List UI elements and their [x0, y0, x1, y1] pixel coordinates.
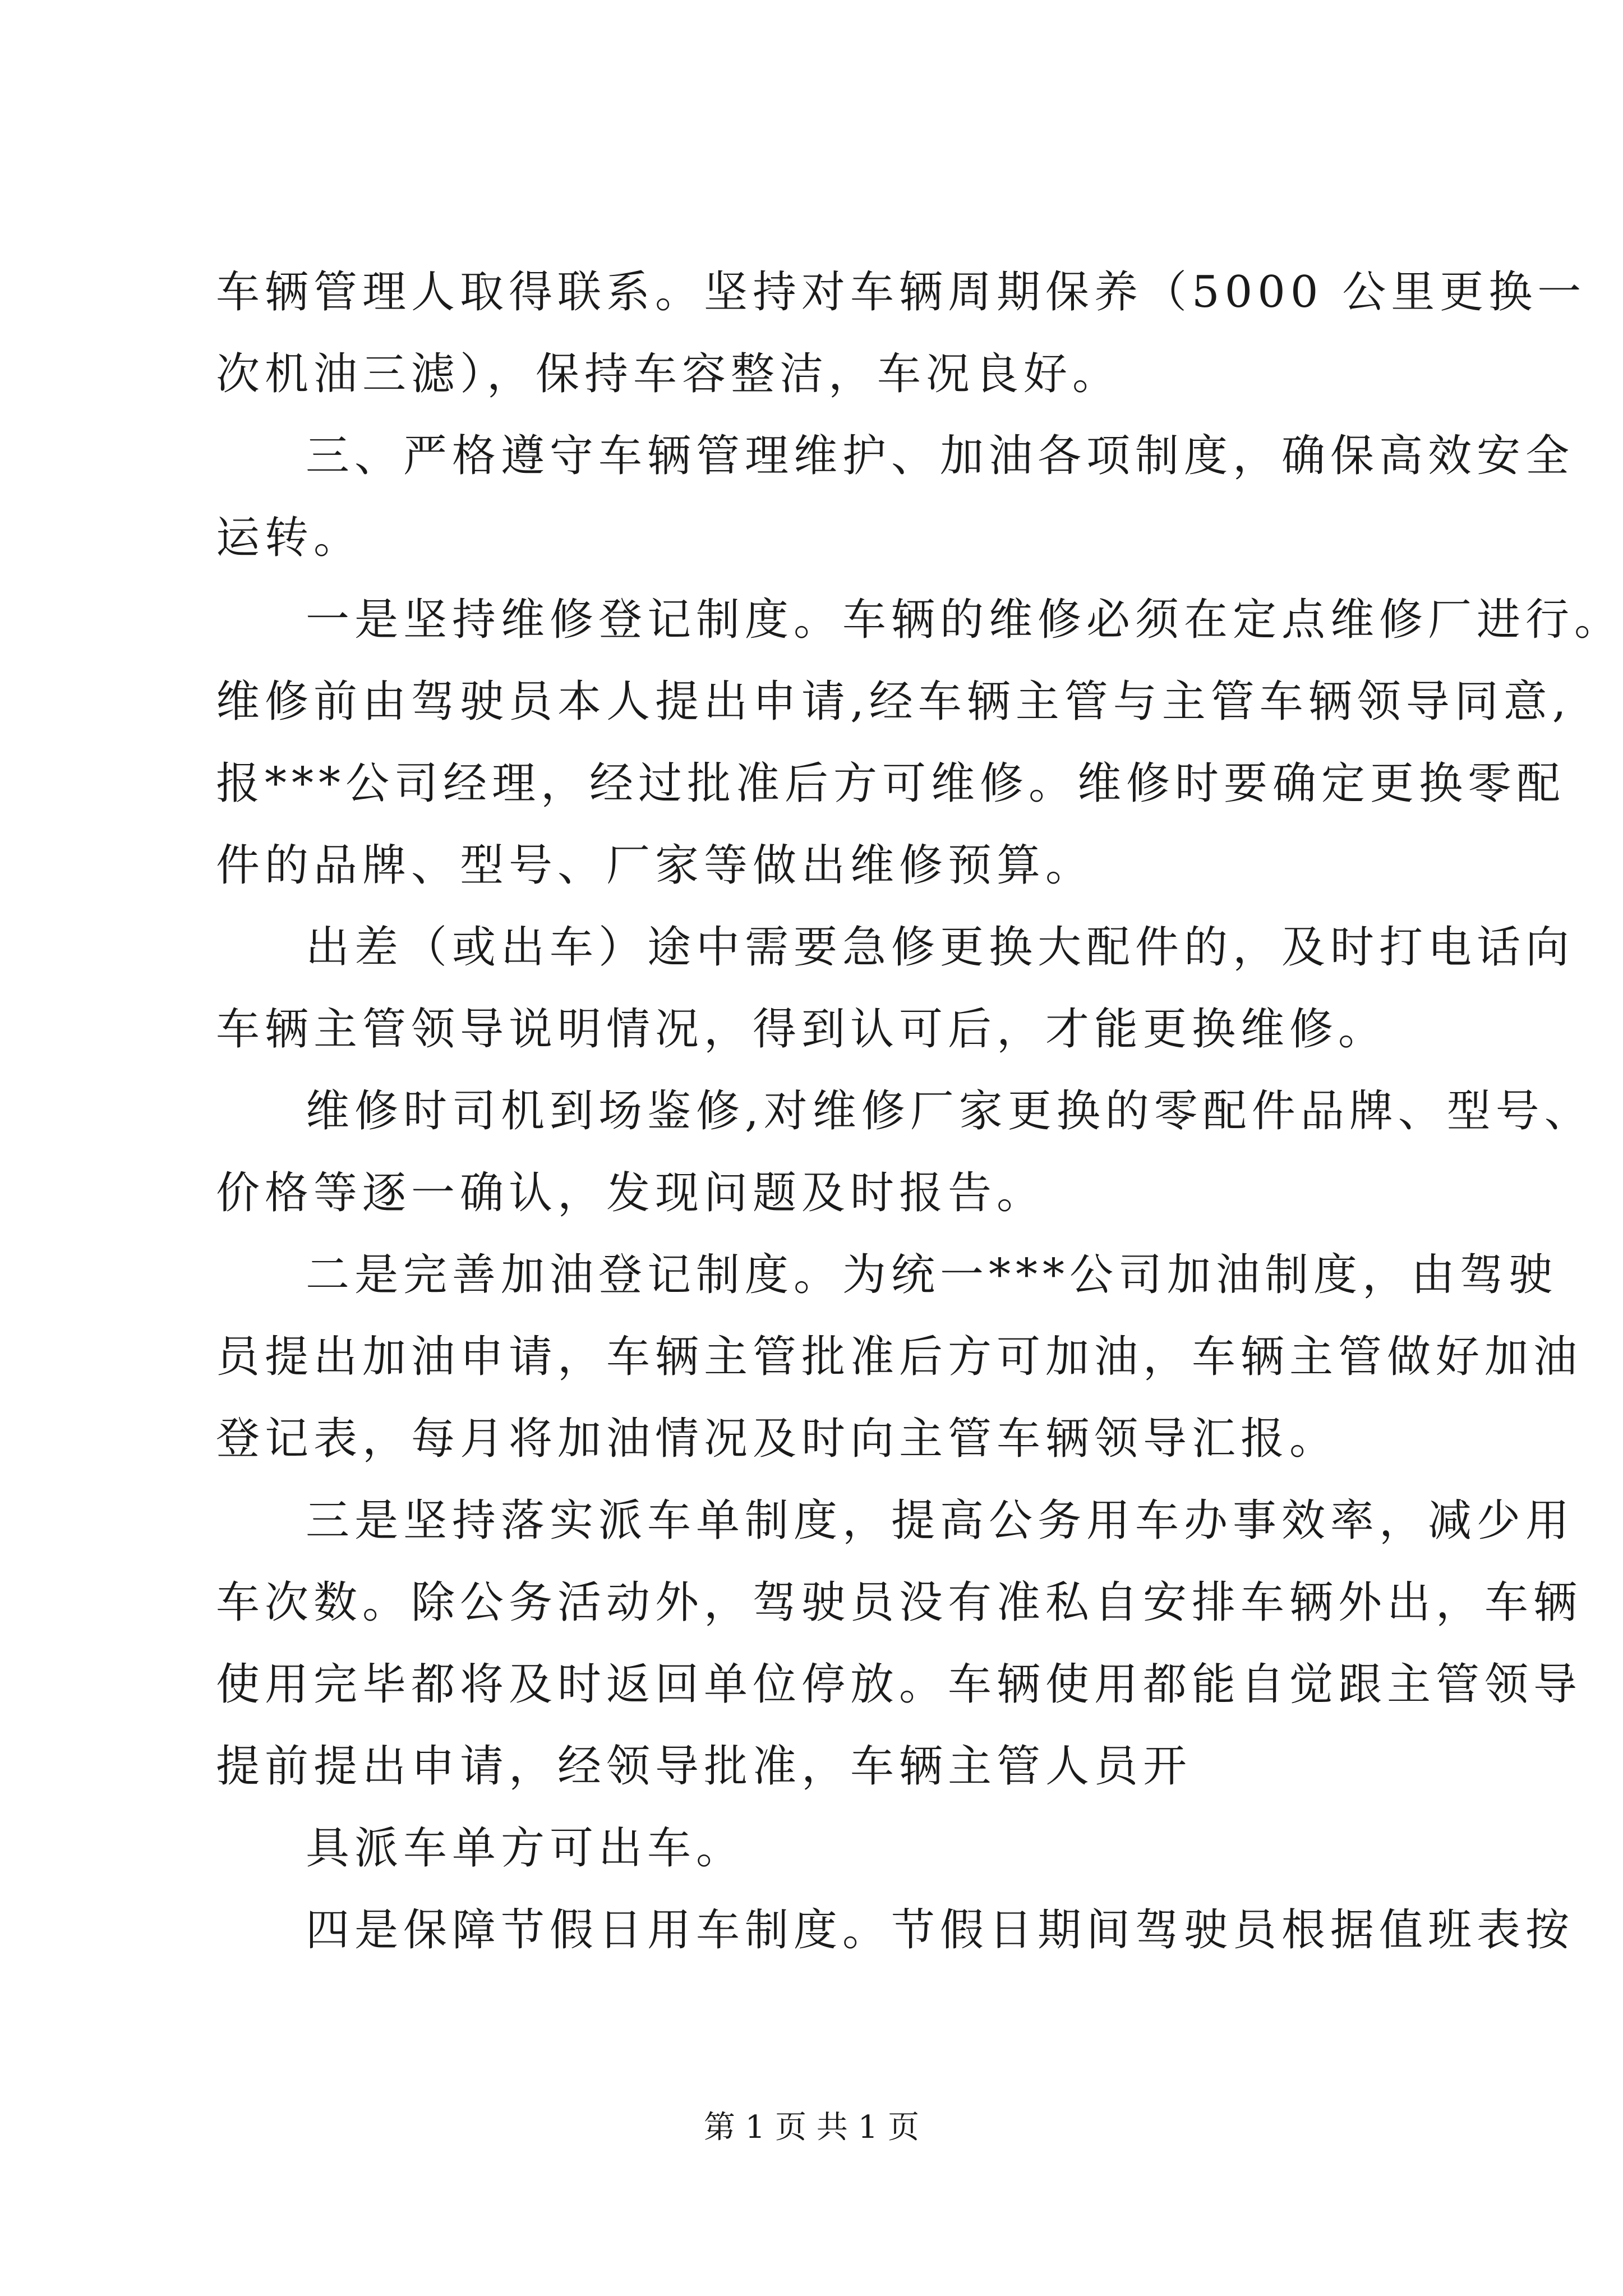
text-line: 员提出加油申请，车辆主管批准后方可加油，车辆主管做好加油 [216, 1332, 1583, 1382]
text-line: 三是坚持落实派车单制度，提高公务用车办事效率，减少用 [306, 1496, 1575, 1546]
text-line: 三、严格遵守车辆管理维护、加油各项制度，确保高效安全 [306, 431, 1575, 481]
text-line: 次机油三滤），保持车容整洁，车况良好。 [216, 349, 1122, 399]
text-line: 二是完善加油登记制度。为统一***公司加油制度，由驾驶 [306, 1250, 1558, 1300]
text-line: 登记表，每月将加油情况及时向主管车辆领导汇报。 [216, 1414, 1339, 1464]
text-line: 维修时司机到场鉴修,对维修厂家更换的零配件品牌、型号、 [306, 1086, 1593, 1137]
text-line: 车次数。除公务活动外，驾驶员没有准私自安排车辆外出，车辆 [216, 1577, 1583, 1628]
text-line: 具派车单方可出车。 [306, 1823, 745, 1874]
text-line: 报***公司经理，经过批准后方可维修。维修时要确定更换零配 [216, 758, 1566, 809]
text-line: 维修前由驾驶员本人提出申请,经车辆主管与主管车辆领导同意, [216, 677, 1571, 727]
text-line: 提前提出申请，经领导批准，车辆主管人员开 [216, 1741, 1192, 1792]
text-line: 使用完毕都将及时返回单位停放。车辆使用都能自觉跟主管领导 [216, 1659, 1583, 1710]
text-line: 一是坚持维修登记制度。车辆的维修必须在定点维修厂进行。 [306, 595, 1623, 645]
text-line: 出差（或出车）途中需要急修更换大配件的，及时打电话向 [306, 922, 1575, 973]
page-footer: 第 1 页 共 1 页 [703, 2109, 920, 2146]
text-line: 件的品牌、型号、厂家等做出维修预算。 [216, 840, 1095, 891]
text-line: 车辆主管领导说明情况，得到认可后，才能更换维修。 [216, 1004, 1387, 1055]
text-line: 价格等逐一确认，发现问题及时报告。 [216, 1168, 1046, 1218]
document-body [216, 251, 1623, 1971]
text-line: 车辆管理人取得联系。坚持对车辆周期保养（5000 公里更换一 [216, 267, 1587, 318]
text-line: 四是保障节假日用车制度。节假日期间驾驶员根据值班表按 [306, 1905, 1575, 1955]
text-line: 运转。 [216, 513, 363, 563]
